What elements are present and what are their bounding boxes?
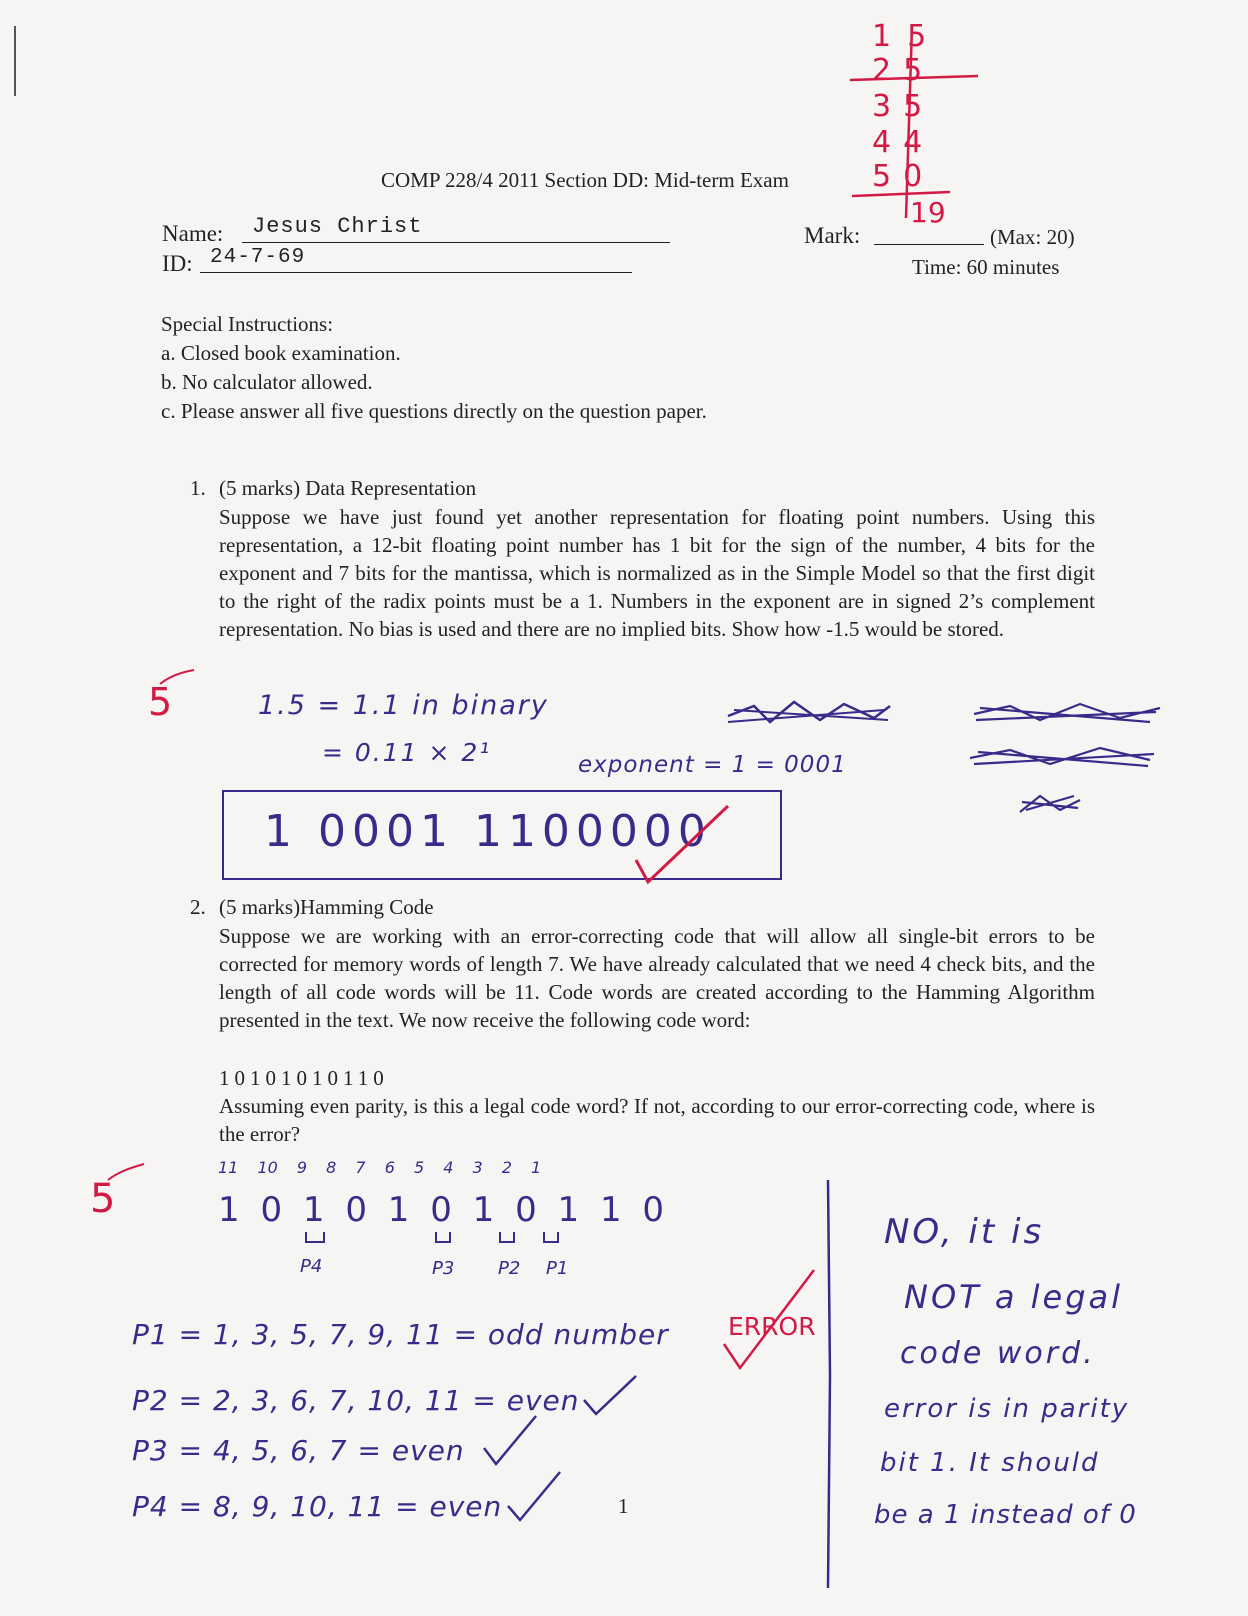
q1-checkmark [630, 800, 740, 890]
page-edge-mark [14, 26, 16, 96]
tally-row-3: 3 5 [872, 89, 923, 124]
parity-check-p2: P2 = 2, 3, 6, 7, 10, 11 = even [132, 1384, 580, 1417]
name-label: Name: [162, 221, 224, 246]
conclusion-line-4: error is in parity [884, 1394, 1130, 1424]
parity-label: P4 [300, 1256, 323, 1277]
check-p3-icon [480, 1412, 540, 1468]
name-value: Jesus Christ [252, 214, 423, 239]
error-note: ERROR [728, 1312, 816, 1341]
conclusion-line-6: be a 1 instead of 0 [874, 1500, 1137, 1530]
id-value: 24-7-69 [210, 246, 306, 269]
tally-total: 19 [910, 196, 946, 229]
id-label: ID: [162, 251, 193, 276]
q1-grade-mark: 5 [148, 680, 173, 724]
q1-answer-line2: = 0.11 × 2¹ [322, 738, 492, 767]
q1-number: 1. [190, 476, 206, 500]
parity-check-p1: P1 = 1, 3, 5, 7, 9, 11 = odd number [132, 1318, 669, 1351]
parity-label: P1 [546, 1258, 569, 1279]
q2-heading: (5 marks)Hamming Code [219, 895, 434, 919]
id-underline [200, 272, 632, 273]
q1-heading: (5 marks) Data Representation [219, 476, 477, 500]
conclusion-line-3: code word. [900, 1336, 1096, 1371]
check-p2-icon [580, 1372, 640, 1418]
instruction-item: a. Closed book examination. [161, 341, 401, 365]
q2-code-word: 10101010110 [219, 1066, 389, 1090]
conclusion-line-5: bit 1. It should [880, 1448, 1100, 1478]
instructions-heading: Special Instructions: [161, 312, 334, 336]
tally-row-5: 5 0 [872, 159, 923, 194]
parity-check-p3: P3 = 4, 5, 6, 7 = even [132, 1434, 465, 1467]
answer-divider [820, 1176, 840, 1596]
q2-grade-mark: 5 [90, 1176, 116, 1222]
conclusion-line-1: NO, it is [884, 1212, 1045, 1252]
check-p4-icon [504, 1468, 564, 1524]
q2-bits: 1 0 1 0 1 0 1 0 1 1 0 [218, 1190, 666, 1230]
time-label: Time: 60 minutes [912, 255, 1060, 279]
tally-row-2: 2 5 [872, 53, 923, 88]
tally-row-1: 1 5 [872, 19, 927, 54]
grading-tally [850, 18, 980, 228]
scribble-1 [724, 692, 894, 732]
mark-underline [874, 244, 984, 245]
page-number: 1 [618, 1494, 629, 1518]
q1-grade-flourish [150, 668, 200, 688]
parity-check-p4: P4 = 8, 9, 10, 11 = even [132, 1490, 503, 1523]
parity-label: P2 [498, 1258, 521, 1279]
q2-body: Suppose we are working with an error-correcting code that will allow all single-bit errors to be corrected for memory words of length 7. We have already calculated that we need 4 check bits, and the length of all code words will be 11. Code words are created according to the Hamming Algorithm presented in the text. We now receive the following code word: [219, 924, 1095, 1032]
instruction-item: b. No calculator allowed. [161, 370, 373, 394]
q1-answer-exponent: exponent = 1 = 0001 [578, 752, 847, 778]
special-instructions [161, 310, 707, 426]
max-label: (Max: 20) [990, 225, 1075, 249]
q1-answer-boxed: 1 0001 1100000 [264, 806, 712, 857]
error-checkmark [718, 1264, 818, 1374]
q2-number: 2. [190, 895, 206, 919]
scribble-2 [970, 700, 1170, 820]
tally-row-4: 4 4 [872, 125, 923, 160]
q1-answer-line1: 1.5 = 1.1 in binary [258, 690, 549, 721]
q2-bit-positions: 11 10 9 8 7 6 5 4 3 2 1 [218, 1158, 542, 1177]
q1-body: Suppose we have just found yet another representation for floating point numbers. Using this representation, a 12-bit floating point number has 1 bit for the sign of the number, 4 bits for the exponent and 7 bits for the mantissa, which is normalized as in the Simple Model so that the first digit to the right of the radix points must be a 1. Numbers in the exponent are in signed 2’s complement representation. No bias is used and there are no implied bits. Show how -1.5 would be stored. [219, 505, 1095, 641]
instruction-item: c. Please answer all five questions directly on the question paper. [161, 399, 707, 423]
parity-label: P3 [432, 1258, 455, 1279]
name-underline [242, 242, 670, 243]
exam-title: COMP 228/4 2011 Section DD: Mid-term Exam [381, 168, 789, 192]
parity-brackets [300, 1228, 570, 1248]
q2-grade-flourish [100, 1162, 150, 1184]
mark-label: Mark: [804, 223, 861, 248]
q2-question: Assuming even parity, is this a legal code word? If not, according to our error-correcting code, where is the error? [219, 1094, 1095, 1146]
conclusion-line-2: NOT a legal [904, 1278, 1124, 1316]
